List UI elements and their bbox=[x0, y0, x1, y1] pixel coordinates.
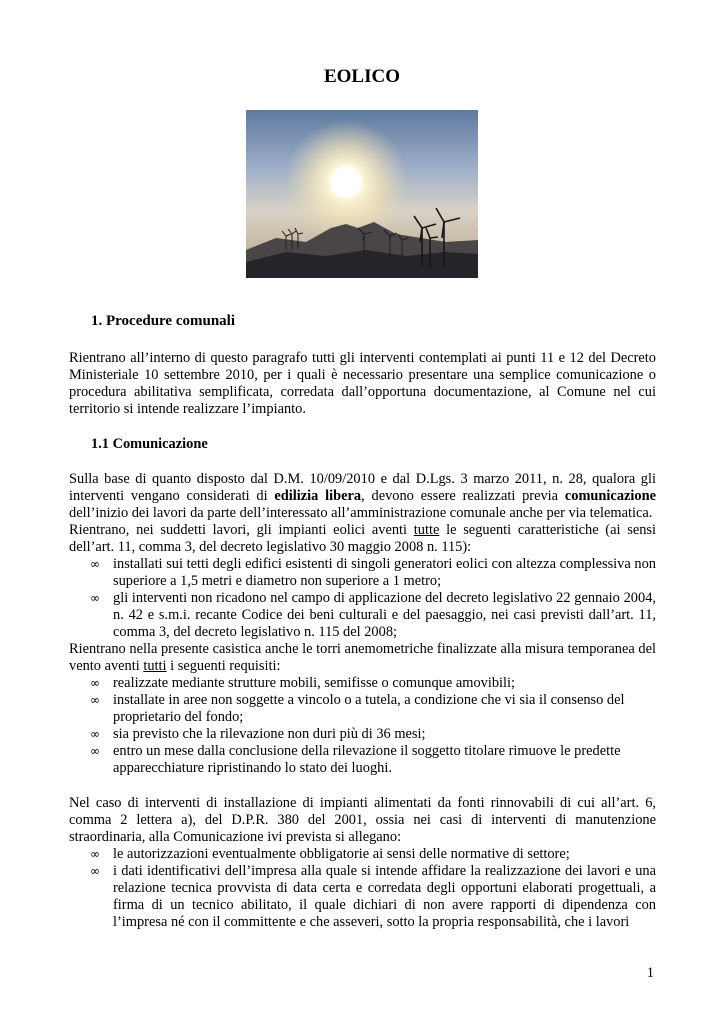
requirements-list-towers bbox=[69, 675, 656, 777]
list-item: ∞ entro un mese dalla conclusione della rilevazione il soggetto titolare rimuove le predette apparecchiature ripristinando lo stato dei luoghi. bbox=[113, 743, 656, 777]
section-heading: 1. Procedure comunali bbox=[91, 313, 236, 329]
list-item: ∞ realizzate mediante strutture mobili, semifisse o comunque amovibili; bbox=[113, 675, 656, 692]
list-item: ∞ le autorizzazioni eventualmente obbligatorie ai sensi delle normative di settore; bbox=[113, 846, 656, 863]
document-body bbox=[69, 312, 656, 931]
list-item: ∞ sia previsto che la rilevazione non duri più di 36 mesi; bbox=[113, 726, 656, 743]
intro-paragraph: Rientrano all’interno di questo paragrafo tutti gli interventi contemplati ai punti 11 e 12 del Decreto Ministeriale 10 settembre 2010, per i quali è necessario presentare una semplice comunicazione o procedura abilitativa semplificata, corredata dall’opportuna documentazione, al Comune nel cui territorio si intende realizzare l’impianto. bbox=[69, 350, 656, 417]
list-item: ∞ i dati identificativi dell’impresa alla quale si intende affidare la realizzazione dei lavori e una relazione tecnica provvista di data certa e corredata degli opportuni elaborati progettuali, a firma di un tecnico abilitato, il quale dichiari di non avere rapporti di dipendenza con l’impresa né con il committente e che asseveri, sotto la propria responsabilità, che i lavori bbox=[113, 863, 656, 931]
wind-turbine-photo bbox=[246, 110, 478, 278]
requirements-list-turbines bbox=[69, 556, 656, 641]
document-title: EOLICO bbox=[323, 66, 401, 87]
page-number: 1 bbox=[646, 965, 654, 981]
paragraph-impianti-eolici: Rientrano, nei suddetti lavori, gli impianti eolici aventi tutte le seguenti caratteristiche (ai sensi dell’art. 11, comma 3, del decreto legislativo 30 maggio 2008 n. 115): bbox=[69, 522, 656, 555]
paragraph-torri-anemometriche: Rientrano nella presente casistica anche le torri anemometriche finalizzate alla misura temporanea del vento aventi tutti i seguenti requisiti: bbox=[69, 641, 656, 674]
list-item: ∞ installate in aree non soggette a vincolo o a tutela, a condizione che vi sia il consenso del proprietario del fondo; bbox=[113, 692, 656, 726]
list-item: ∞ installati sui tetti degli edifici esistenti di singoli generatori eolici con altezza complessiva non superiore a 1,5 metri e diametro non superiore a 1 metro; bbox=[113, 556, 656, 590]
attachments-list bbox=[69, 846, 656, 931]
list-item: ∞ gli interventi non ricadono nel campo di applicazione del decreto legislativo 22 gennaio 2004, n. 42 e s.m.i. recante Codice dei beni culturali e del paesaggio, nei casi previsti dall’art. 11, comma 3, del decreto legislativo n. 115 del 2008; bbox=[113, 590, 656, 641]
paragraph-manutenzione: Nel caso di interventi di installazione di impianti alimentati da fonti rinnovabili di cui all’art. 6, comma 2 lettera a), del D.P.R. 380 del 2001, ossia nei casi di interventi di manutenzione straordinaria, alla Comunicazione ivi prevista si allegano: bbox=[69, 795, 656, 845]
subsection-heading: 1.1 Comunicazione bbox=[91, 436, 208, 452]
paragraph-comunicazione: Sulla base di quanto disposto dal D.M. 10/09/2010 e dal D.Lgs. 3 marzo 2011, n. 28, qualora gli interventi vengano considerati di edilizia libera, devono essere realizzati previa comunicazione dell’inizio dei lavori da parte dell’interessato all’amministrazione comunale anche per via telematica. bbox=[69, 471, 656, 521]
